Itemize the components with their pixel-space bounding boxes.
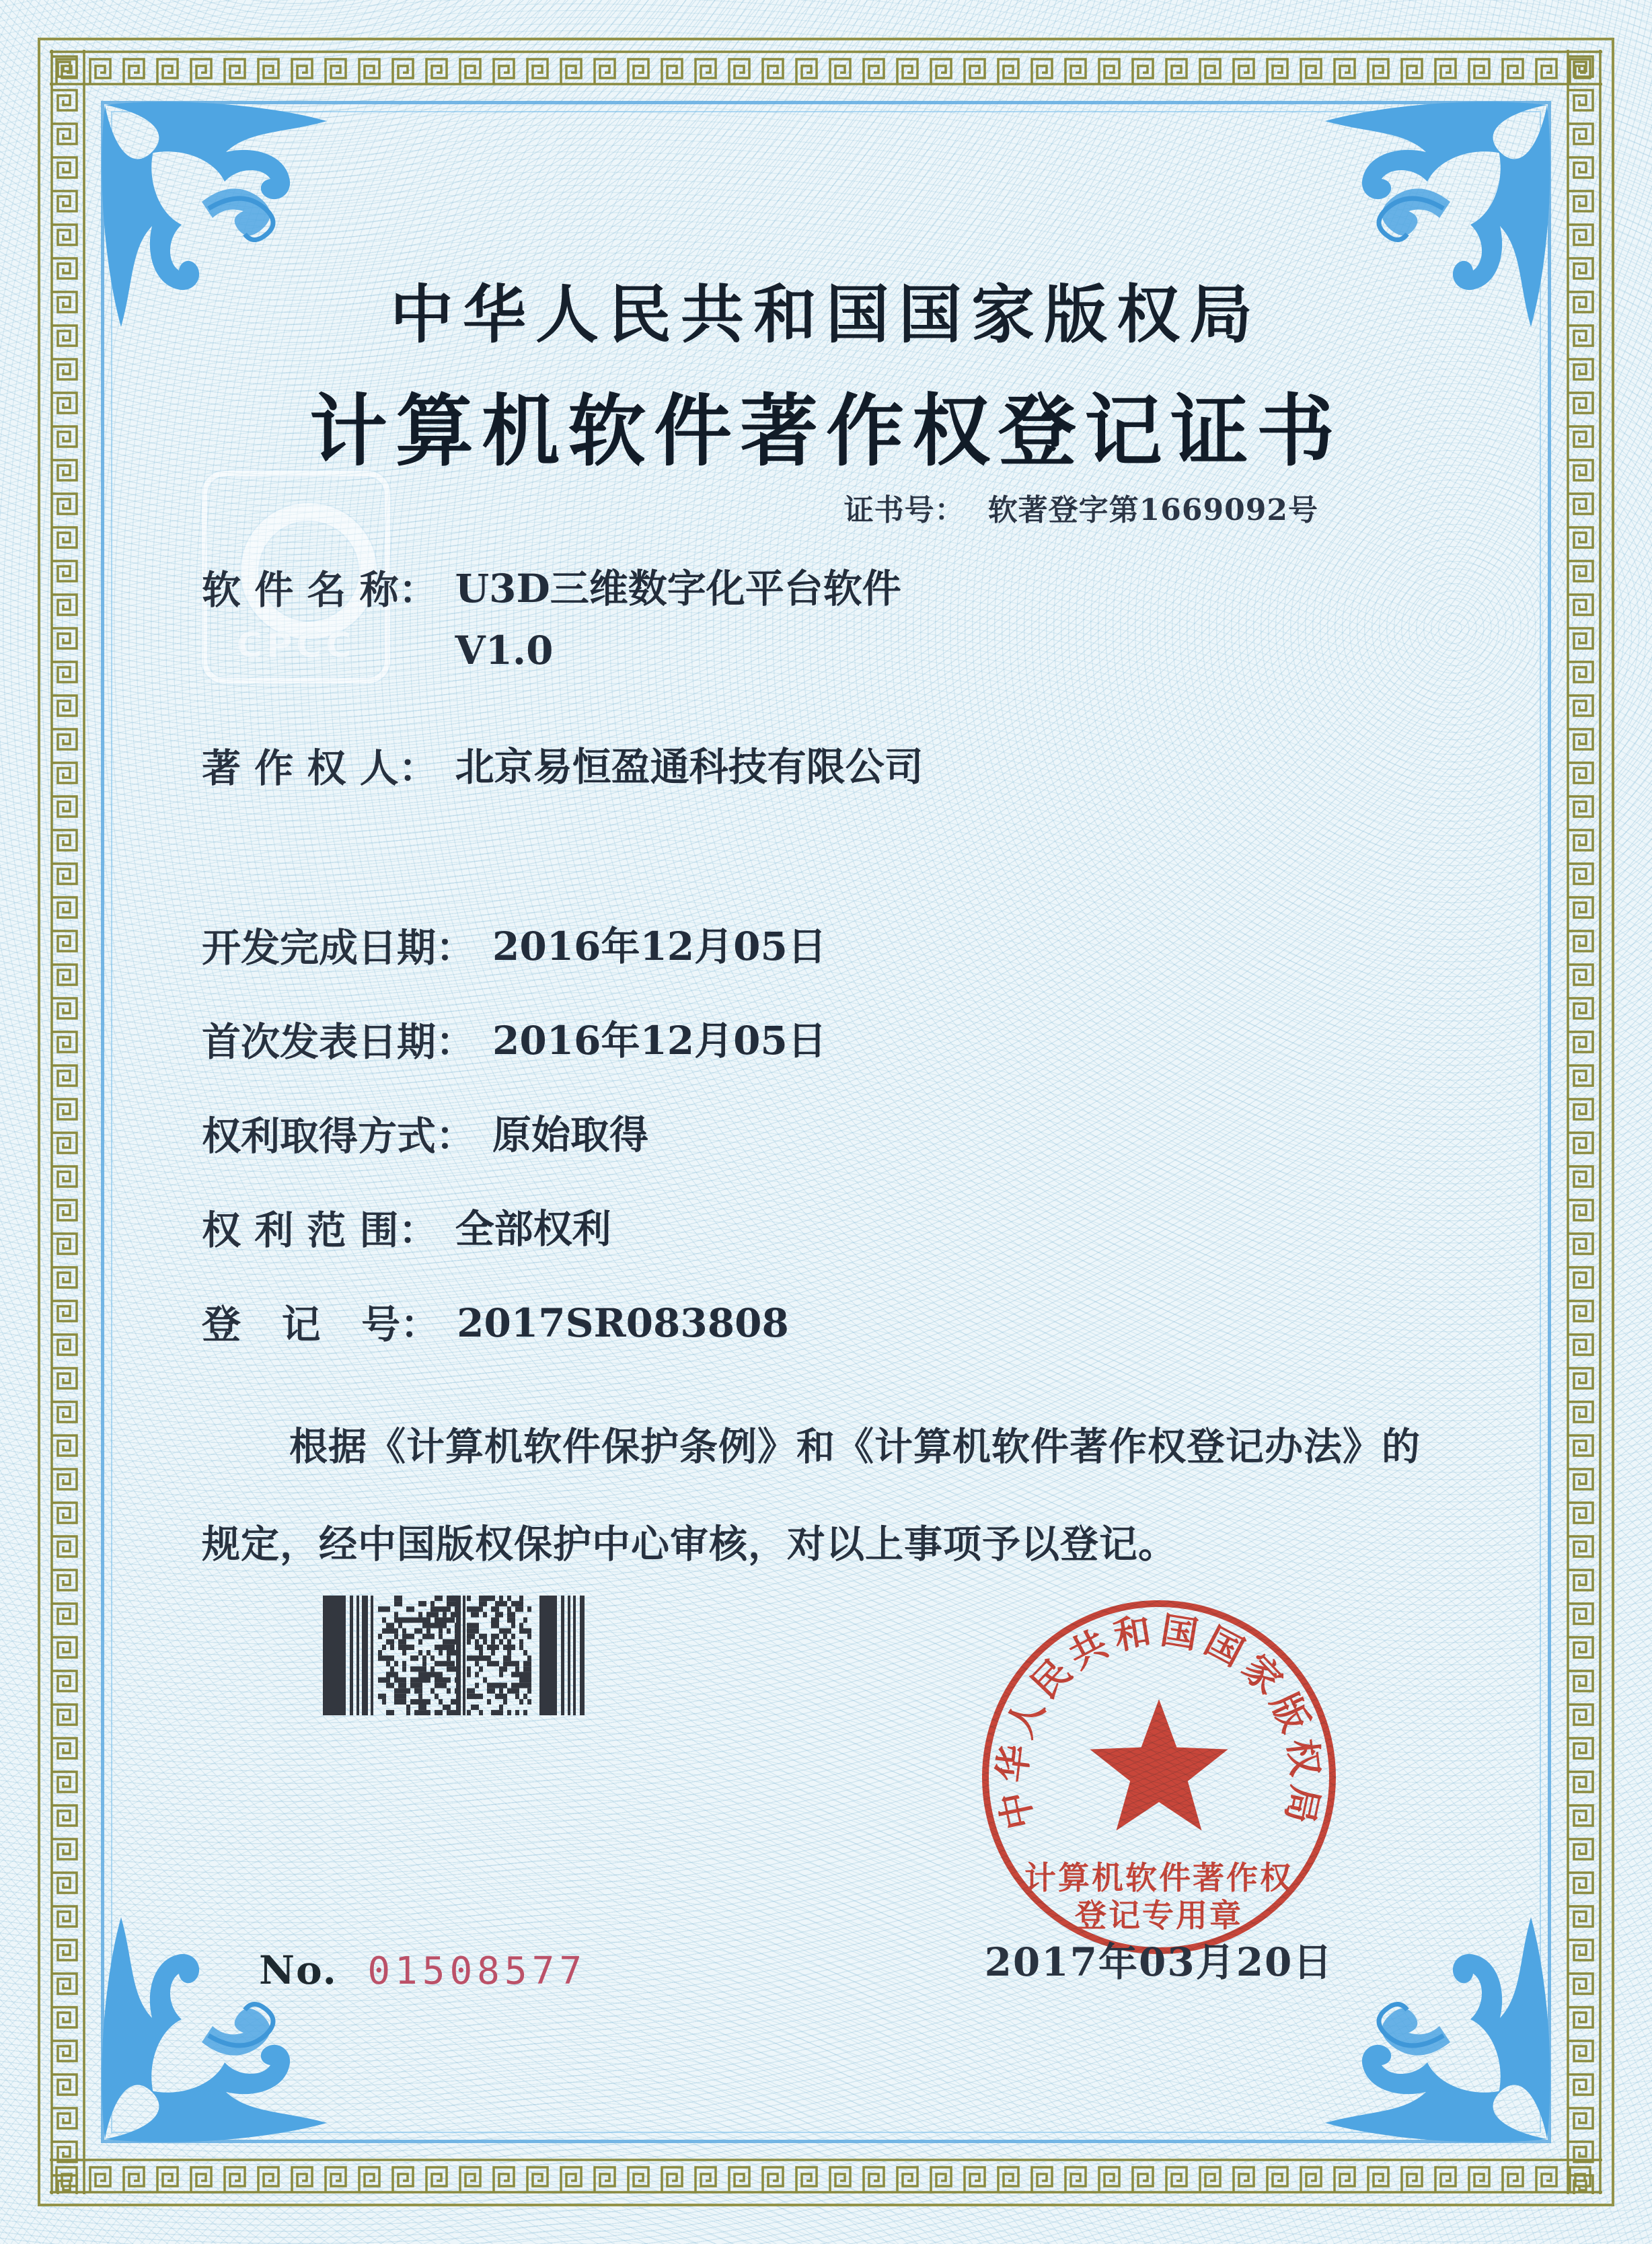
software-version-line2: V1.0 — [455, 627, 554, 673]
pdf417-barcode — [323, 1596, 592, 1715]
software-name-line1: U3D三维数字化平台软件 — [455, 566, 901, 611]
field-value: 2016年12月05日 — [492, 1018, 827, 1063]
serial-number: 01508577 — [367, 1949, 587, 1993]
seal-star-icon — [1090, 1699, 1228, 1830]
certificate-number-line — [844, 486, 1318, 529]
field-dev-complete-date — [202, 916, 827, 978]
meander-border-top — [50, 50, 1602, 86]
corner-ornament-icon — [101, 1854, 390, 2143]
field-label: 软 件 名 称： — [202, 567, 438, 613]
field-value: 2017SR083808 — [457, 1300, 789, 1346]
certificate-number-value: 软著登字第1669092号 — [987, 493, 1318, 527]
watermark-text: CPCC — [236, 626, 356, 666]
field-value: 北京易恒盈通科技有限公司 — [455, 744, 924, 790]
field-label: 著 作 权 人： — [202, 745, 438, 791]
copyright-office-seal — [971, 1589, 1347, 1966]
serial-number-line — [259, 1947, 587, 1993]
seal-arc-text: 中华人民共和国国家版权局 — [989, 1608, 1329, 1834]
field-value: 原始取得 — [492, 1112, 649, 1158]
field-registration-no — [202, 1293, 789, 1355]
field-value: 2016年12月05日 — [492, 924, 827, 969]
statement-line1: 根据《计算机软件保护条例》和《计算机软件著作权登记办法》的 — [289, 1424, 1421, 1469]
certificate-number-label: 证书号： — [843, 493, 965, 527]
field-label: 首次发表日期： — [202, 1019, 476, 1065]
statement-line2: 规定，经中国版权保护中心审核，对以上事项予以登记。 — [202, 1522, 1177, 1567]
seal-inner-line1: 计算机软件著作权 — [1024, 1860, 1293, 1897]
field-label: 开发完成日期： — [202, 925, 476, 971]
seal-inner-line2: 登记专用章 — [1075, 1898, 1243, 1935]
serial-label: No. — [259, 1947, 338, 1993]
field-value: 全部权利 — [455, 1206, 611, 1252]
certificate-title: 计算机软件著作权登记证书 — [309, 385, 1343, 477]
field-value — [455, 558, 901, 681]
field-software-name — [202, 558, 901, 681]
meander-border-bottom — [50, 2158, 1602, 2194]
field-copyright-holder — [202, 737, 924, 798]
field-first-publish-date — [202, 1010, 827, 1072]
field-rights-scope — [202, 1199, 611, 1261]
field-rights-acquisition — [202, 1105, 648, 1166]
field-label: 权利取得方式： — [202, 1113, 476, 1159]
seal-date: 2017年03月20日 — [984, 1939, 1334, 1985]
authority-title: 中华人民共和国国家版权局 — [389, 278, 1262, 352]
field-label: 登 记 号： — [202, 1302, 440, 1347]
field-label: 权 利 范 围： — [202, 1207, 438, 1253]
